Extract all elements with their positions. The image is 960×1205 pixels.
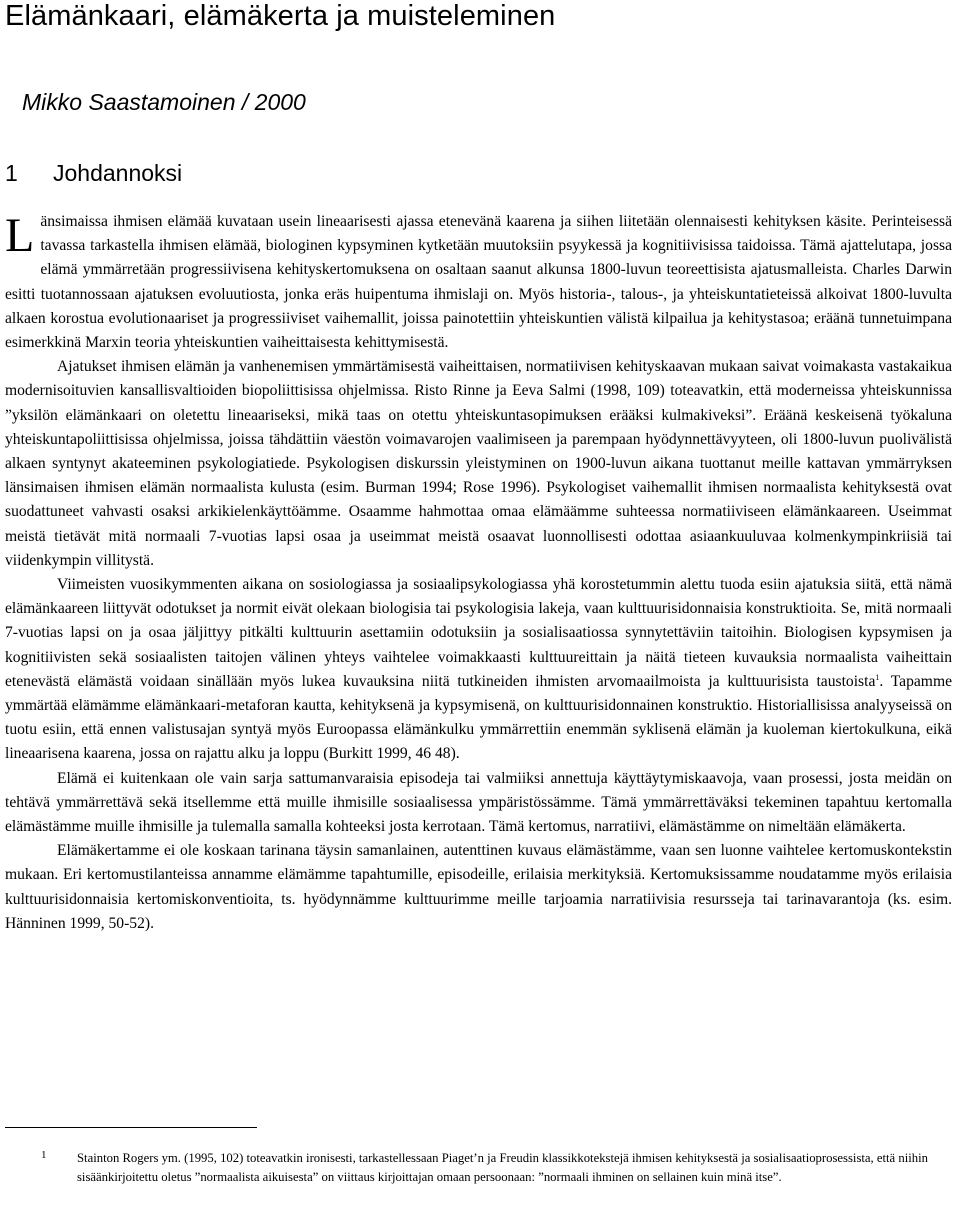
footnote-divider: [5, 1127, 257, 1128]
paragraph-5: Elämäkertamme ei ole koskaan tarinana täysin samanlainen, autenttinen kuvaus elämästämme, vaan sen luonne vaihtelee kertomuskontekstin mukaan. Eri kertomustilanteissa annamme elämämme tapahtumille, episodeille, erilaisia merkityksiä. Kertomuksissamme noudatamme myös erilaisia kulttuurisidonnaisia kertomiskonventioita, ts. hyödynnämme kulttuurimme meille tarjoamia narratiivisia resursseja tai tarinavarantoja (ks. esim. Hänninen 1999, 50-52).: [5, 842, 952, 932]
body-text: [5, 210, 952, 936]
footnote-marker: 1: [41, 1149, 47, 1161]
footnote-text: Stainton Rogers ym. (1995, 102) toteavatkin ironisesti, tarkastellessaan Piaget’n ja Freudin klassikkotekstejä ihmisen kehityksestä ja sosialisaatioprosessista, että niihin sisäänkirjoitettu oletus ”normaalista aikuisesta” on viittaus kirjoittajan omaan persoonaan: ”normaali ihminen on sellainen kuin minä itse”.: [77, 1151, 928, 1184]
section-number: 1: [5, 160, 18, 186]
section-title: Johdannoksi: [53, 160, 183, 186]
paragraph-3-text-a: Viimeisten vuosikymmenten aikana on sosiologiassa ja sosiaalipsykologiassa yhä korostetummin alettu tuoda esiin ajatuksia siitä, että nämä elämänkaareen liittyvät odotukset ja normit eivät olekaan biologisia tai psykologisia lakeja, vaan kulttuurisidonnaisia konstruktioita. Se, mitä normaali 7-vuotias lapsi on ja osaa jäljittyy pitkälti kulttuurin asettamiin odotuksiin ja sosialisaatiossa synnytettäviin taitoihin. Biologisen kypsymisen ja kognitiivisten sekä sosiaalisten taitojen välinen yhteys vaihtelee voimakkaasti kulttuureittain ja näitä tieteen kuvauksia normaalista vaiheittain etenevästä elämästä voidaan sinällään myös lukea kuvauksina niitä tutkineiden ihmisten arvomaailmoista ja kulttuurisista taustoista: [5, 576, 952, 690]
paragraph-2: Ajatukset ihmisen elämän ja vanhenemisen ymmärtämisestä vaiheittaisen, normatiivisen kehityskaavan mukaan saivat voimakasta vastakaikua modernisoituvien kansallisvaltioiden biopoliittisissa ohjelmissa. Risto Rinne ja Eeva Salmi (1998, 109) toteavatkin, että moderneissa yhteiskunnissa ”yksilön elämänkaari on oletettu lineaariseksi, mikä taas on otettu yhteiskuntasopimuksen erääksi kulmakiveksi”. Eräänä keskeisenä työkaluna yhteiskuntapoliittisissa ohjelmissa, joissa tähdättiin väestön voimavarojen vaalimiseen ja parempaan hyödynnettävyyteen, oli 1800-luvun puolivälistä alkaen syntynyt akateeminen psykologiatiede. Psykologisen diskurssin yleistyminen on 1900-luvun aikana tuottanut meille kattavan ymmärryksen länsimaisen ihmisen elämän normaalista kulusta (esim. Burman 1994; Rose 1996). Psykologiset vaihemallit ihmisen normaalista kehityksestä ovat suodattuneet vahvasti osaksi arkikielenkäyttöämme. Osaamme hahmottaa omaa elämäämme suhteessa normatiiviseen elämänkaareen. Useimmat meistä tietävät mitä normaali 7-vuotias lapsi osaa ja useimmat meistä osaavat luonnollisesti odottaa asiaankuuluvaa kolmenkympinkriisiä tai viidenkympin villitystä.: [5, 358, 952, 569]
paragraph-4: Elämä ei kuitenkaan ole vain sarja sattumanvaraisia episodeja tai valmiiksi annettuja käyttäytymiskaavoja, vaan prosessi, josta meidän on tehtävä ymmärrettävä sekä itsellemme että muille ihmisille sosiaalisessa ympäristössämme. Tämä ymmärrettäväksi tekeminen tapahtuu kertomalla elämästämme muille ihmisille ja tulemalla samalla kohteeksi josta kerrotaan. Tämä kertomus, narratiivi, elämästämme on nimeltään elämäkerta.: [5, 769, 952, 836]
author-line: Mikko Saastamoinen / 2000: [22, 89, 306, 115]
paragraph-3-text-b: . Tapamme ymmärtää elämämme elämänkaari-metaforan kautta, kehityksenä ja kypsymisenä, on kulttuurisidonnainen konstruktio. Historiallisissa analyyseissä on tuotu esiin, että ennen valistusajan syntyä myös Euroopassa elämänkulku ymmärrettiin enemmän syklisenä elämän ja kuoleman kiertokulkuna, eikä lineaarisena kaarena, jossa on rajattu alku ja loppu (Burkitt 1999, 46 48).: [5, 672, 952, 763]
paragraph-3: [5, 573, 952, 767]
document-title: Elämänkaari, elämäkerta ja muisteleminen: [5, 0, 556, 32]
drop-cap: L: [5, 209, 35, 262]
footnote: [5, 1146, 952, 1187]
paragraph-1: [5, 210, 952, 355]
section-heading: [5, 160, 182, 187]
footnote-reference[interactable]: 1: [875, 672, 880, 682]
paragraph-1-text: änsimaissa ihmisen elämää kuvataan usein lineaarisesti ajassa etenevänä kaarena ja siihen liitetään olennaisesti kehityksen käsite. Perinteisessä tavassa tarkastella ihmisen elämää, biologinen kypsyminen kytketään muutoksiin psyykessä ja kognitiivisissa taidoissa. Tämä ajattelutapa, jossa elämä ymmärretään progressiivisena kehityskertomuksena on osaltaan saanut alkunsa 1800-luvun teoreettisista ajatusmalleista. Charles Darwin esitti tuotannossaan ajatuksen evoluutiosta, jonka eräs huipentuma ihmislaji on. Myös historia-, talous-, ja yhteiskuntatieteissä alkoivat 1800-luvulta alkaen korostua evolutionaariset ja progressiiviset vaihemallit, joissa painotettiin yhteiskuntien välistä kilpailua ja kehitystasoa; eräänä tunnetuimpana esimerkkinä Marxin teoria yhteiskuntien vaiheittaisesta kehittymisestä.: [5, 213, 952, 352]
